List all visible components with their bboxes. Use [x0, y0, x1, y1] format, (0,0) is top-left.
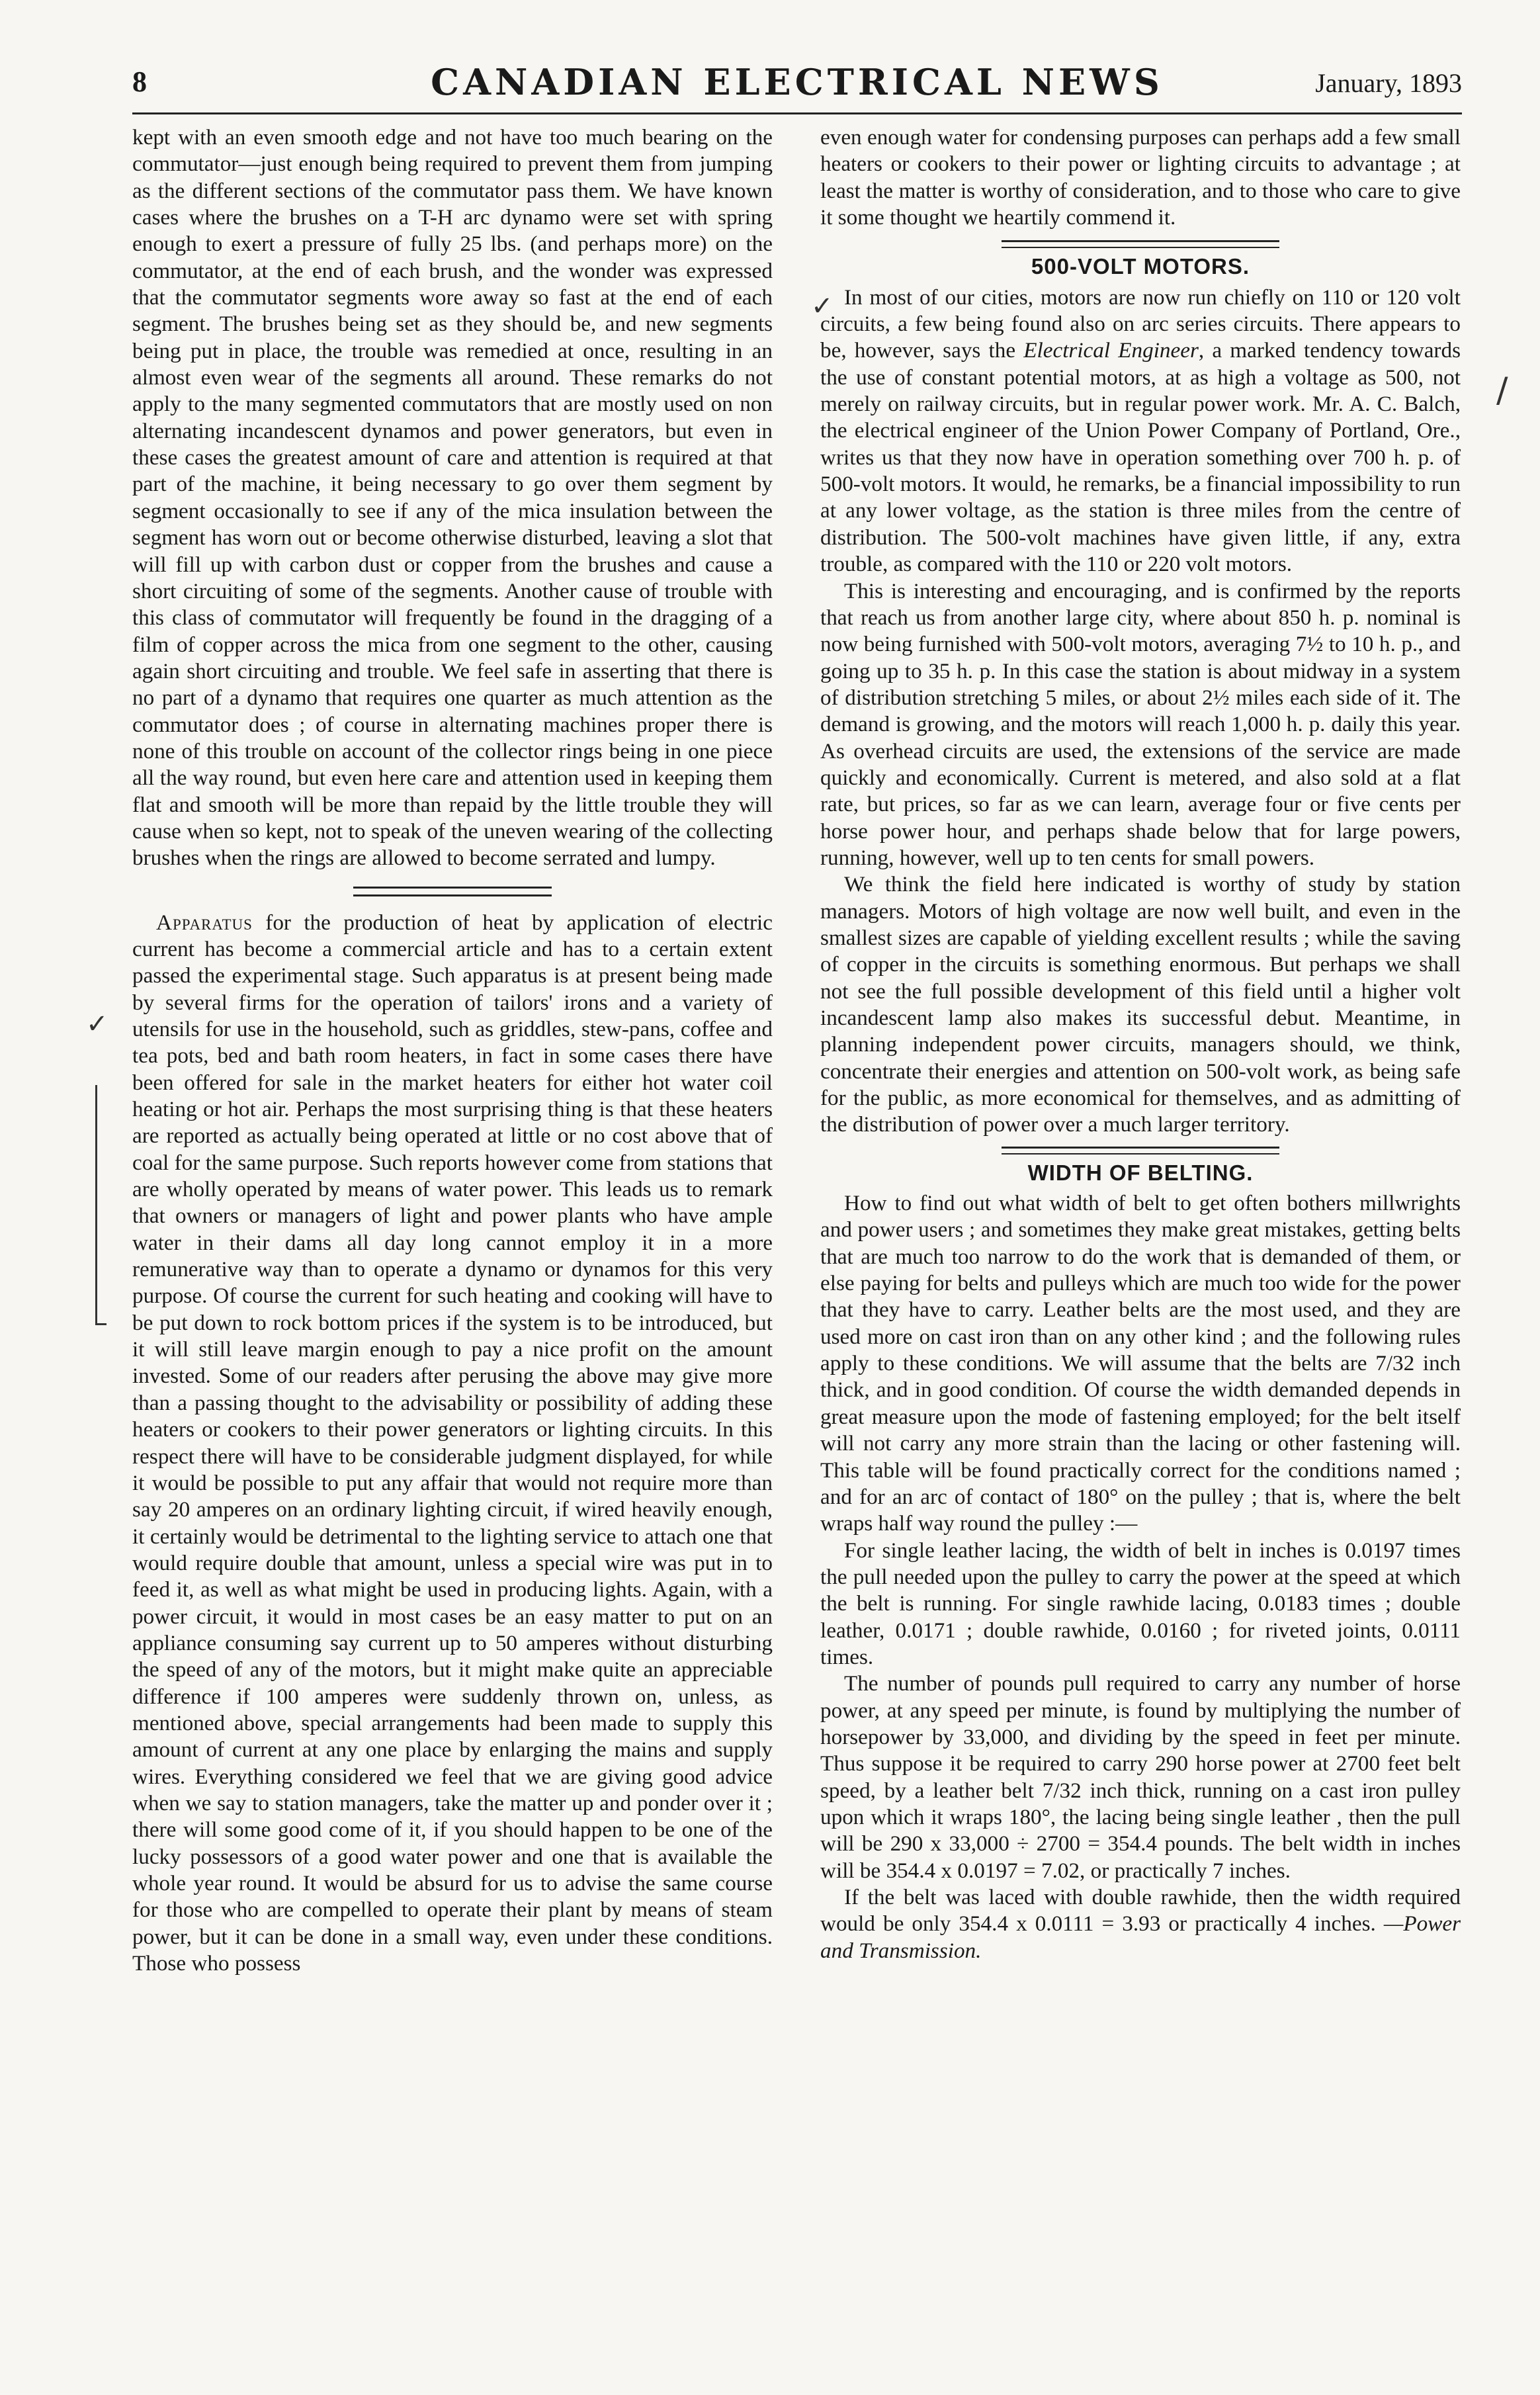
apparatus-lead-word: Apparatus — [156, 910, 253, 935]
right-column — [820, 124, 1461, 1964]
motors-paragraph-2: This is interesting and encouraging, and is confirmed by the reports that reach us from another large city, where about 850 h. p. nominal is now being furnished with 500-volt motors, averaging 7½ to 10 h. p., and going up to 35 h. p. In this case the station is about midway in a system of distribution stretching 5 miles, or about 2½ miles each side of it. The demand is growing, and the motors will reach 1,000 h. p. daily this year. As overhead circuits are used, the extensions of the service are made quickly and economically. Current is metered, and also sold at a flat rate, but prices, so far as we can learn, average four or five cents per horse power hour, and perhaps shade below that for large powers, running, however, well up to ten cents for small powers. — [820, 578, 1461, 870]
check-mark-icon: ✓ — [811, 291, 834, 322]
belting-text-4: If the belt was laced with double rawhide, then the width required would be only 354.4 x 0.0111 = 3.93 or practically 4 inches. — [820, 1885, 1461, 1937]
running-header — [132, 61, 1462, 107]
continued-paragraph: even enough water for condensing purposes can perhaps add a few small heaters or cookers to their power or lighting circuits to advantage ; at least the matter is worthy of consideration, and to those who care to give it some thought we heartily commend it. — [820, 125, 1461, 230]
apparatus-paragraph — [132, 910, 773, 1978]
commutator-paragraph: kept with an even smooth edge and not have too much bearing on the commutator—just enough being required to prevent them from jumping as the different sections of the commutator pass them. We have known cases where the brushes on a T-H arc dynamo were set with spring enough to exert a pressure of fully 25 lbs. (and perhaps more) on the commutator, at the end of each brush, and the wonder was expressed that the commutator segments wore away so fast at the end of each segment. The brushes being set as they should be, and new segments being put in place, the trouble was remedied at once, resulting in an almost even wear of the segments all around. These remarks do not apply to the many segmented commutators that are mostly used on non alternating incandescent dynamos and power generators, but even in these cases the greatest amount of care and attention is required at that part of the machine, it being necessary to go over them segment by segment occasionally to see if any of the mica insulation between the segment has worn out or become otherwise disturbed, leaving a slot that will fill up with carbon dust or copper from the brushes and cause a short circuiting of some of the segments. Another cause of trouble with this class of commutator will frequently be found in the dragging of a film of copper across the mica from one segment to the other, causing again short circuiting and trouble. We feel safe in asserting that there is no part of a dynamo that requires one quarter as much attention as the commutator does ; of course in alternating machines proper there is none of this trouble on account of the collector rings being in one piece all the way round, but even here care and attention used in keeping them flat and smooth will be more than repaid by the little trouble they will cause when so kept, not to speak of the uneven wearing of the collecting brushes when the rings are allowed to become serrated and lumpy. — [132, 125, 773, 871]
heading-500-volt-motors: 500-VOLT MOTORS. — [1031, 254, 1250, 279]
belting-paragraph-1: How to find out what width of belt to get often bothers millwrights and power users ; and sometimes they make great mistakes, getting belts that are much too narrow to do the work that is demanded of them, or else paying for belts and pulleys which are much too wide for the power that they have to carry. Leather belts are the most used, and they are used more on cast iron than on any other kind ; and the following rules apply to these conditions. We will assume that the belts are 7/32 inch thick, and in good condition. Of course the width demanded depends in great measure upon the mode of fastening employed; for the belt itself will not carry any more strain than the lacing or other fastening will. This table will be found practically correct for the conditions named ; and for an arc of contact of 180° on the pulley ; that is, where the belt wraps half way round the pulley :— — [820, 1191, 1461, 1536]
section-divider — [353, 887, 552, 896]
masthead: CANADIAN ELECTRICAL NEWS — [431, 61, 1164, 103]
left-column — [132, 124, 773, 1977]
page-number: 8 — [132, 65, 147, 98]
heading-width-of-belting: WIDTH OF BELTING. — [1027, 1160, 1254, 1185]
motors-paragraph-1 — [820, 284, 1461, 578]
belting-paragraph-2: For single leather lacing, the width of belt in inches is 0.0197 times the pull needed upon the pulley to carry the power at the speed at which the belt is running. For single rawhide lacing, 0.0183 times ; double leather, 0.0171 ; double rawhide, 0.0160 ; for riveted joints, 0.0111 times. — [820, 1538, 1461, 1669]
header-rule — [132, 112, 1462, 114]
source-power-and-transmission: —Power and Transmission. — [820, 1911, 1461, 1963]
motors-text-b: , a marked tendency towards the use of constant potential motors, at as high a voltage as 500, not merely on railway circuits, but in regular power work. Mr. A. C. Balch, the electrical engineer of the Union Power Company of Portland, Ore., writes us that they now have in operation something over 700 h. p. of 500-volt motors. It would, he remarks, be a financial impossibility to run at any lower voltage, as the station is three miles from the centre of distribution. The 500-volt machines have given little, if any, extra trouble, as compared with the 110 or 220 volt motors. — [820, 338, 1461, 577]
issue-date: January, 1893 — [1315, 68, 1462, 98]
margin-bracket-icon — [95, 1085, 107, 1325]
belting-paragraph-3: The number of pounds pull required to carry any number of horse power, at any speed per minute, is found by multiplying the number of horsepower by 33,000, and dividing by the speed in feet per minute. Thus suppose it be required to carry 290 horse power at 2700 feet belt speed, by a leather belt 7/32 inch thick, running on a cast iron pulley upon which it wraps 180°, the lacing being single leather , then the pull will be 290 x 33,000 ÷ 2700 = 354.4 pounds. The belt width in inches will be 354.4 x 0.0197 = 7.02, or practically 7 inches. — [820, 1671, 1461, 1883]
motors-text-a: In most of our cities, motors are now run chiefly on 110 or 120 volt circuits, a few being found also on arc series circuits. There appears to be, however, says the — [820, 284, 1461, 363]
source-electrical-engineer: Electrical Engineer — [1023, 338, 1199, 363]
section-divider — [1002, 1147, 1279, 1154]
belting-paragraph-4 — [820, 1884, 1461, 1964]
apparatus-text: for the production of heat by application of electric current has become a commercial article and has to a certain extent passed the experimental stage. Such apparatus is at present being made by several firms for the operation of tailors' irons and a variety of utensils for use in the household, such as griddles, stew-pans, coffee and tea pots, bed and bath room heaters, in fact in some cases there have been offered for sale in the market heaters for either hot water coil heating or hot air. Perhaps the most surprising thing is that these heaters are reported as actually being operated at little or no cost above that of coal for the same purpose. Such reports however come from stations that are wholly operated by means of water power. This leads us to remark that owners or managers of light and power plants who have ample water in their dams all day long cannot employ it in a more remunerative way than to operate a dynamo or dynamos for this very purpose. Of course the current for such heating and cooking will have to be put down to rock bottom prices if the system is to be introduced, but it will still leave margin enough to pay a nice profit on the amount invested. Some of our readers after perusing the above may give more than a passing thought to the advisability or possibility of adding these heaters or cookers to their power generators or lighting circuits. In this respect there will have to be considerable judgment displayed, for while it would be possible to put any affair that would not require more than say 20 amperes on an ordinary lighting circuit, if wired heavily enough, it certainly would be detrimental to the lighting service to attach one that would require double that amount, unless a special wire was put in to feed it, as well as what might be used in producing lights. Again, with a power circuit, it would in most cases be an easy matter to put on an appliance consuming say current up to 50 amperes without disturbing the speed of any of the motors, but it might make quite an appreciable difference if 100 amperes were suddenly thrown on, unless, as mentioned above, special arrangements had been made to supply this amount of current at any one place by enlarging the mains and supply wires. Everything considered we feel that we are giving good advice when we say to station managers, take the matter up and ponder over it ; there will some good come of it, if you should happen to be one of the lucky possessors of a good water power and one that is available the whole year round. It would be absurd for us to advise the same course for those who are compelled to operate their plant by means of steam power, but it can be done in a small way, even under these conditions. Those who possess — [132, 910, 773, 1976]
check-mark-icon: ✓ — [86, 1009, 108, 1039]
section-divider — [1002, 240, 1279, 248]
slash-mark-icon: / — [1496, 370, 1508, 410]
motors-paragraph-3: We think the field here indicated is worthy of study by station managers. Motors of high voltage are now well built, and even in the smallest sizes are capable of yielding excellent results ; while the saving of copper in the circuits is something enormous. But perhaps we shall not see the full possible development of this field until a higher volt incandescent lamp also makes its successful debut. Meantime, in planning independent power circuits, managers should, we think, concentrate their energies and attention on 500-volt work, as being safe for the public, as more economical for themselves, and as admitting of the distribution of power over a much larger territory. — [820, 872, 1461, 1137]
